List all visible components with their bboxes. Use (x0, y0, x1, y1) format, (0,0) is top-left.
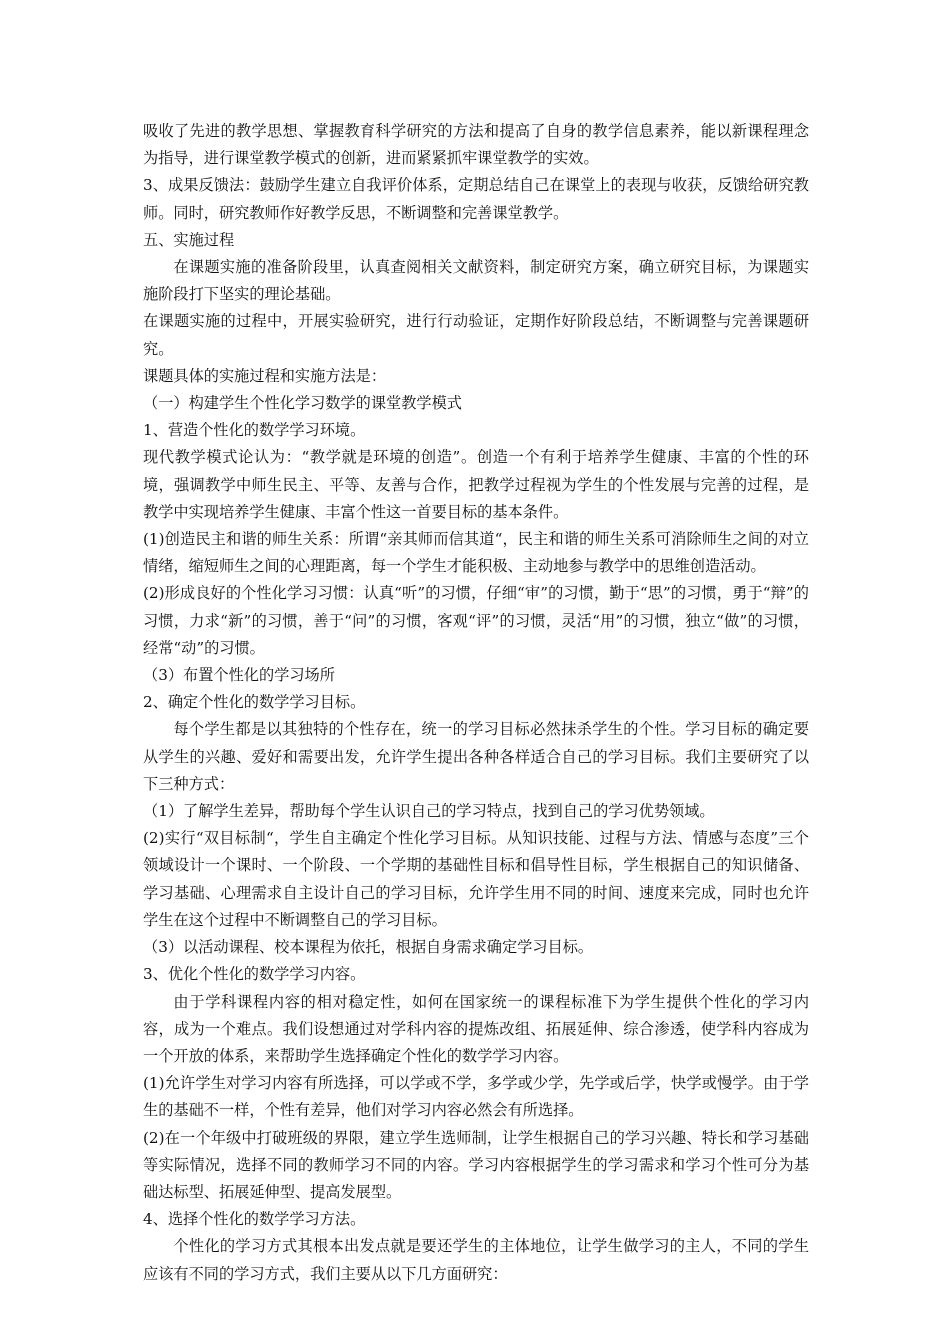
paragraph: 每个学生都是以其独特的个性存在，统一的学习目标必然抹杀学生的个性。学习目标的确定要从学生的兴趣、爱好和需要出发，允许学生提出各种各样适合自己的学习目标。我们主要研究了以下三种方式： (143, 720, 809, 793)
document-body (143, 118, 809, 1288)
paragraph: 在课题实施的准备阶段里，认真查阅相关文献资料，制定研究方案，确立研究目标，为课题实施阶段打下坚实的理论基础。 (143, 258, 809, 304)
paragraph: 3、成果反馈法：鼓励学生建立自我评价体系，定期总结自己在课堂上的表现与收获，反馈给研究教师。同时，研究教师作好教学反思，不断调整和完善课堂教学。 (143, 176, 809, 222)
subsection-heading: （一）构建学生个性化学习数学的课堂教学模式 (143, 394, 462, 413)
item-heading: 1、营造个性化的数学学习环境。 (143, 421, 366, 440)
paragraph: 个性化的学习方式其根本出发点就是要还学生的主体地位，让学生做学习的主人，不同的学生应该有不同的学习方式，我们主要从以下几方面研究： (143, 1237, 809, 1283)
section-heading: 五、实施过程 (143, 230, 235, 249)
item-heading: 3、优化个性化的数学学习内容。 (143, 965, 366, 984)
paragraph: (1)创造民主和谐的师生关系：所谓“亲其师而信其道“，民主和谐的师生关系可消除师生之间的对立情绪，缩短师生之间的心理距离，每一个学生才能积极、主动地参与教学中的思维创造活动。 (143, 530, 809, 576)
paragraph: 现代教学模式论认为：“教学就是环境的创造”。创造一个有利于培养学生健康、丰富的个性的环境，强调教学中师生民主、平等、友善与合作，把教学过程视为学生的个性发展与完善的过程，是教学中实现培养学生健康、丰富个性这一首要目标的基本条件。 (143, 448, 809, 521)
paragraph: 课题具体的实施过程和实施方法是： (143, 366, 386, 385)
paragraph: 吸收了先进的教学思想、掌握教育科学研究的方法和提高了自身的教学信息素养，能以新课程理念为指导，进行课堂教学模式的创新，进而紧紧抓牢课堂教学的实效。 (143, 122, 809, 168)
paragraph: (2)实行“双目标制“，学生自主确定个性化学习目标。从知识技能、过程与方法、情感与态度”三个领域设计一个课时、一个阶段、一个学期的基础性目标和倡导性目标，学生根据自己的知识储备、学习基础、心理需求自主设计自己的学习目标，允许学生用不同的时间、速度来完成，同时也允许学生在这个过程中不断调整自己的学习目标。 (143, 829, 809, 929)
paragraph: （1）了解学生差异，帮助每个学生认识自己的学习特点，找到自己的学习优势领域。 (143, 802, 715, 821)
item-heading: 2、确定个性化的数学学习目标。 (143, 693, 366, 712)
paragraph: 由于学科课程内容的相对稳定性，如何在国家统一的课程标准下为学生提供个性化的学习内容，成为一个难点。我们设想通过对学科内容的提炼改组、拓展延伸、综合渗透，使学科内容成为一个开放的体系，来帮助学生选择确定个性化的数学学习内容。 (143, 992, 809, 1065)
paragraph: (1)允许学生对学习内容有所选择，可以学或不学，多学或少学，先学或后学，快学或慢学。由于学生的基础不一样，个性有差异，他们对学习内容必然会有所选择。 (143, 1074, 809, 1120)
paragraph: (2)在一个年级中打破班级的界限，建立学生选师制，让学生根据自己的学习兴趣、特长和学习基础等实际情况，选择不同的教师学习不同的内容。学习内容根据学生的学习需求和学习个性可分为基础达标型、拓展延伸型、提高发展型。 (143, 1128, 809, 1201)
paragraph: 在课题实施的过程中，开展实验研究，进行行动验证，定期作好阶段总结，不断调整与完善课题研究。 (143, 312, 809, 358)
paragraph: （3）以活动课程、校本课程为依托，根据自身需求确定学习目标。 (143, 938, 594, 957)
item-heading: 4、选择个性化的数学学习方法。 (143, 1210, 366, 1229)
paragraph: （3）布置个性化的学习场所 (143, 666, 335, 685)
paragraph: (2)形成良好的个性化学习习惯：认真“听”的习惯，仔细“审”的习惯，勤于“思”的习惯，勇于“辩”的习惯，力求“新”的习惯，善于“问”的习惯，客观“评”的习惯，灵活“用”的习惯，独立“做”的习惯，经常“动”的习惯。 (143, 584, 809, 657)
